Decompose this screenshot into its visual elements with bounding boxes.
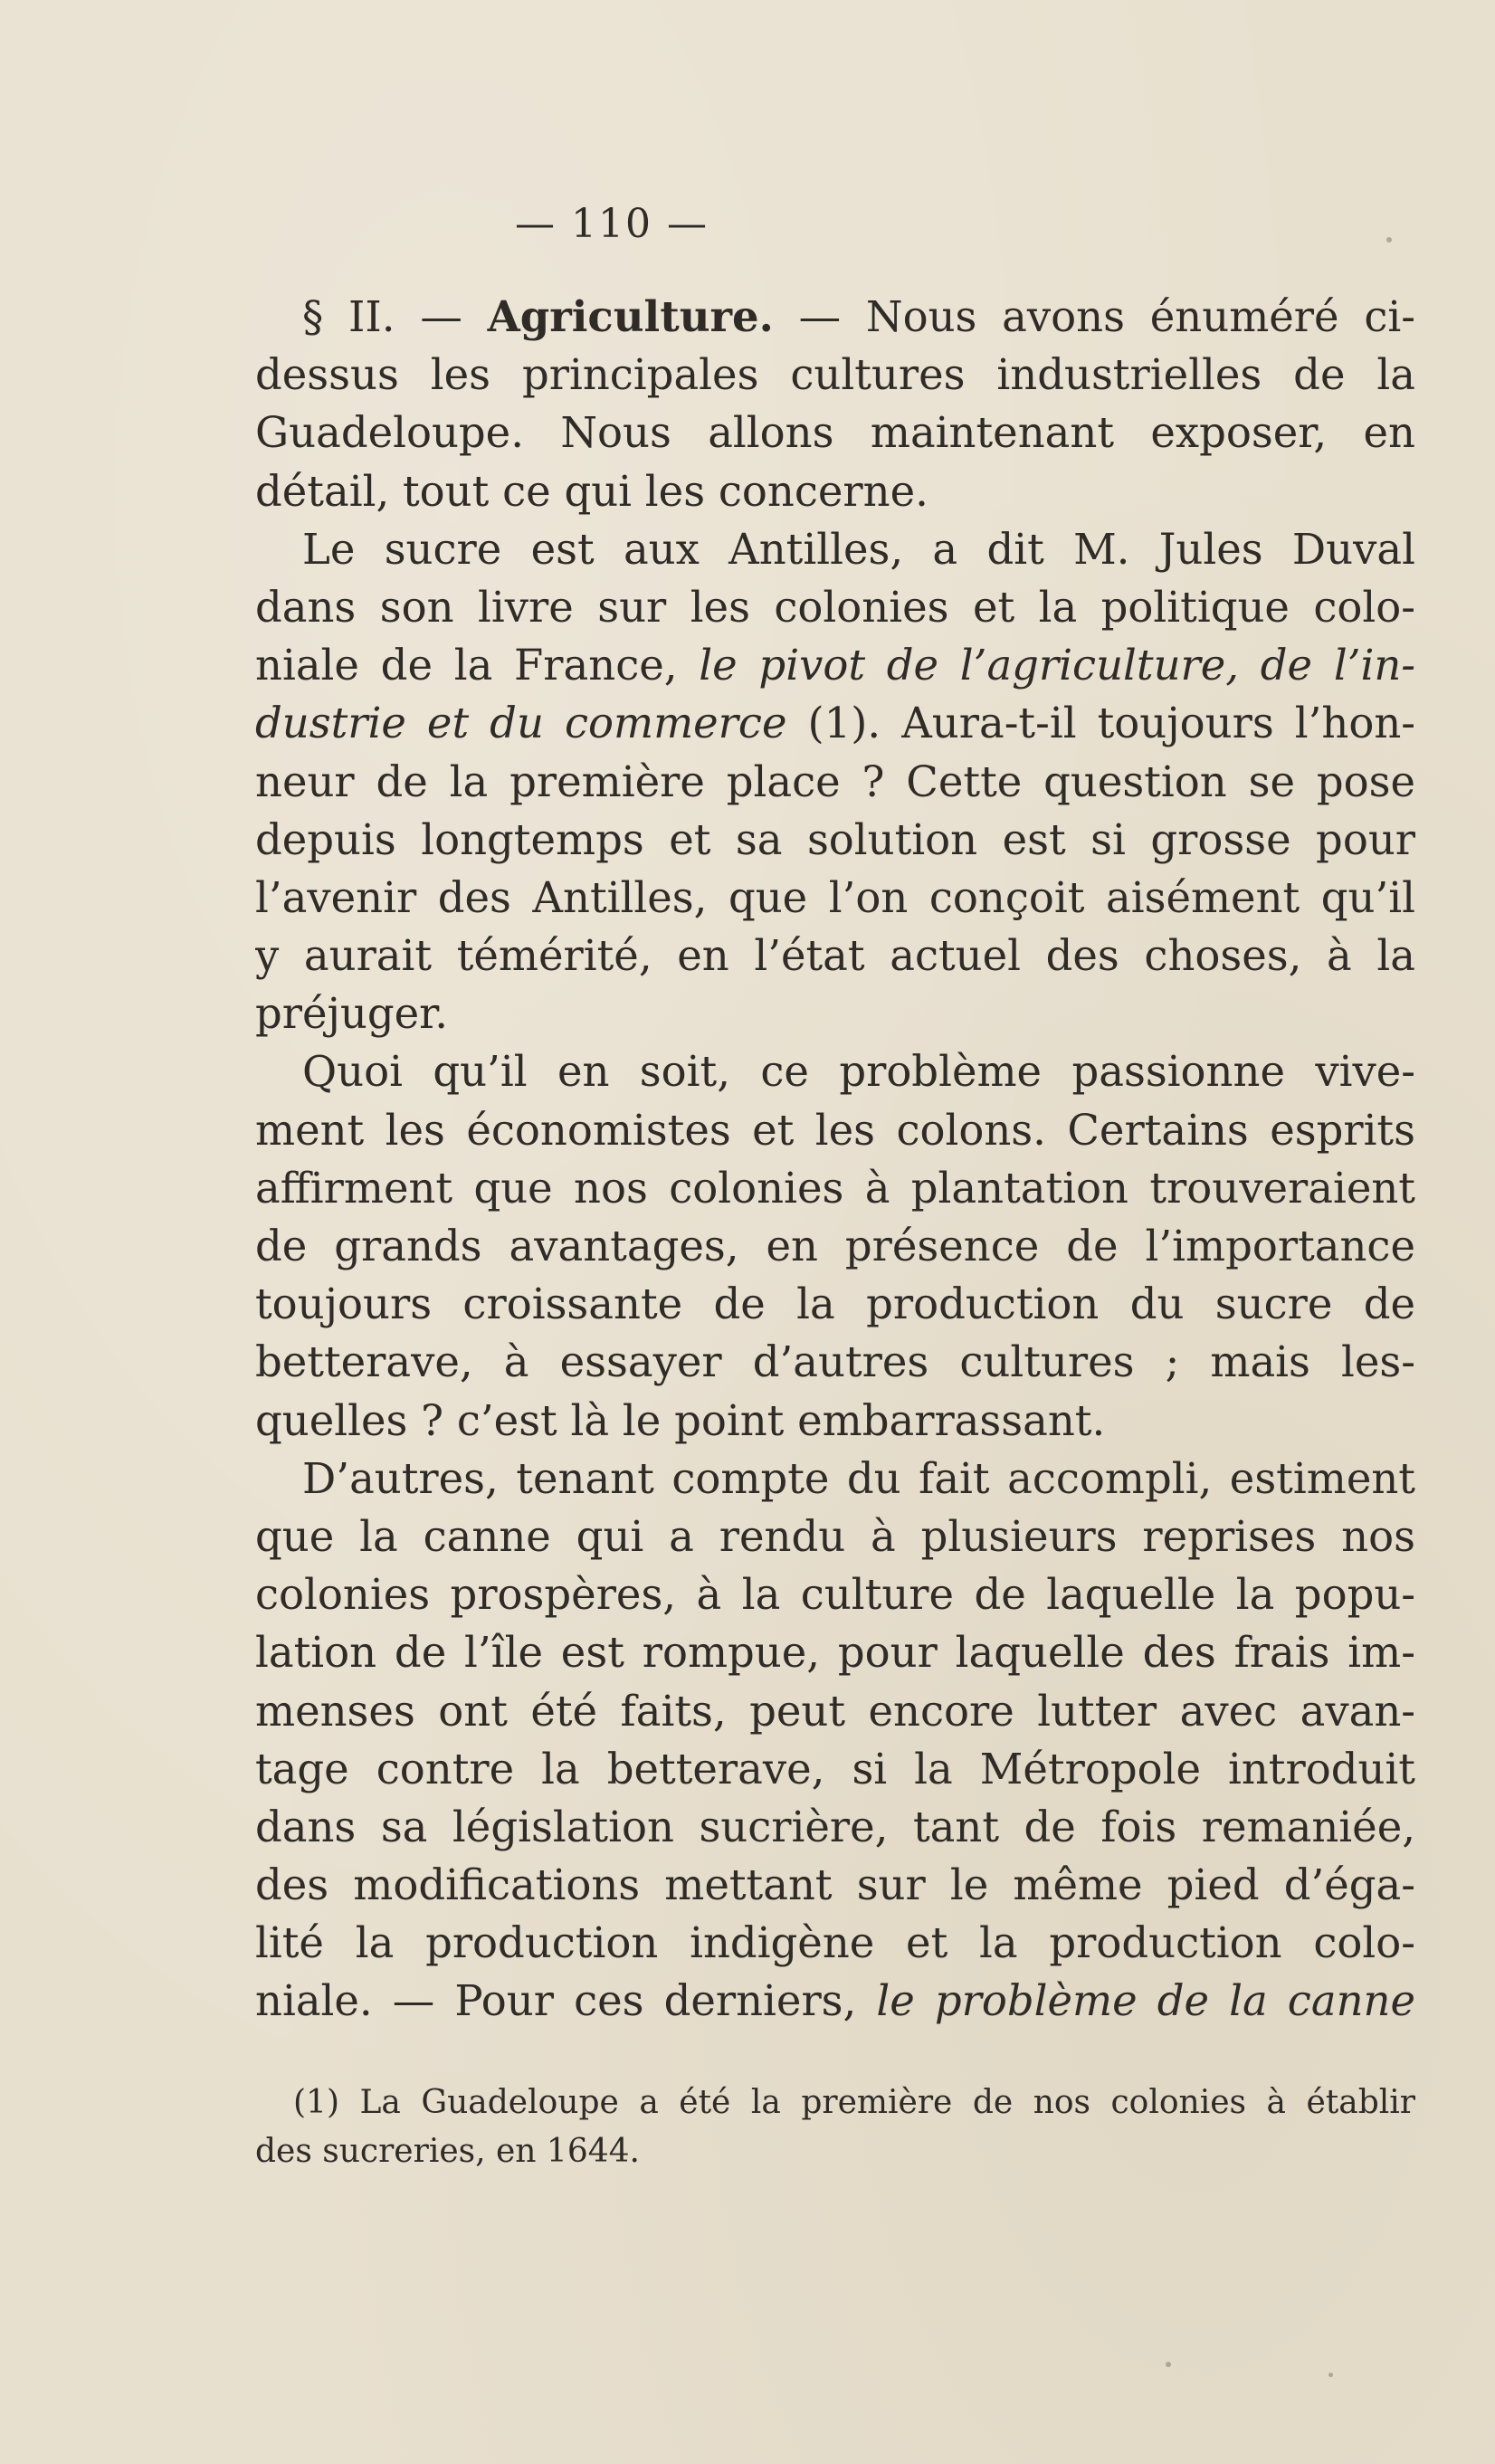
text-run: neur de la première place ? Cette question se pose <box>255 756 1415 806</box>
text-line <box>255 636 1415 694</box>
text-run: D’autres, tenant compte du fait accompli, estiment <box>302 1453 1415 1503</box>
text-line <box>255 1275 1415 1333</box>
paper-speck <box>1328 2373 1333 2377</box>
italic-text: le pivot de l’agriculture, de l’in- <box>699 641 1415 690</box>
text-run: ment les économistes et les colons. Certains esprits <box>255 1105 1415 1155</box>
body-text <box>255 288 1415 2031</box>
text-run: dessus les principales cultures industrielles de la <box>255 350 1415 400</box>
text-line <box>255 1682 1415 1740</box>
text-line <box>255 1508 1415 1565</box>
footnote <box>255 2079 1415 2176</box>
text-run: que la canne qui a rendu à plusieurs reprises nos <box>255 1511 1415 1561</box>
text-line <box>255 869 1415 927</box>
text-run: lation de l’île est rompue, pour laquelle des frais im- <box>255 1628 1415 1678</box>
text-line <box>255 288 1415 346</box>
text-run: dans son livre sur les colonies et la politique colo- <box>255 582 1415 632</box>
text-line <box>255 1042 1415 1100</box>
text-line <box>255 462 1415 520</box>
text-line <box>255 1217 1415 1275</box>
page-number: — 110 — <box>515 201 709 247</box>
text-run: menses ont été faits, peut encore lutter avec avan- <box>255 1686 1415 1736</box>
text-line <box>255 1159 1415 1217</box>
text-run: Le sucre est aux Antilles, a dit M. Jules Duval <box>302 524 1415 574</box>
text-run: y aurait témérité, en l’état actuel des choses, à la <box>255 931 1415 981</box>
text-run: dans sa législation sucrière, tant de fois remaniée, <box>255 1802 1415 1851</box>
text-run: colonies prospères, à la culture de laquelle la popu- <box>255 1570 1415 1620</box>
text-line <box>255 985 1415 1042</box>
text-line <box>255 1392 1415 1450</box>
italic-text: dustrie et du commerce <box>255 699 787 748</box>
text-line <box>255 1914 1415 1972</box>
text-line <box>255 1565 1415 1623</box>
text-line <box>255 753 1415 811</box>
text-line <box>255 404 1415 461</box>
text-run: détail, tout ce qui les concerne. <box>255 466 928 516</box>
text-line <box>255 1623 1415 1681</box>
text-run: — Nous avons énuméré ci- <box>773 292 1415 341</box>
text-line <box>255 811 1415 869</box>
text-run: Guadeloupe. Nous allons maintenant exposer, en <box>255 408 1415 458</box>
section-heading: Agriculture. <box>487 291 774 341</box>
text-run: tage contre la betterave, si la Métropole introduit <box>255 1744 1415 1793</box>
text-run: préjuger. <box>255 989 449 1039</box>
text-line <box>255 694 1415 752</box>
text-run: (1). Aura-t-il toujours l’hon- <box>786 699 1415 748</box>
text-line <box>255 1450 1415 1508</box>
text-run: niale. — Pour ces derniers, <box>255 1976 877 2026</box>
text-run: Quoi qu’il en soit, ce problème passionne vive- <box>302 1047 1415 1097</box>
text-run: affirment que nos colonies à plantation trouveraient <box>255 1163 1415 1213</box>
text-run: depuis longtemps et sa solution est si grosse pour <box>255 814 1415 864</box>
text-line <box>255 520 1415 578</box>
italic-text: le problème de la canne <box>876 1976 1415 2026</box>
footnote-line: des sucreries, en 1644. <box>255 2133 640 2170</box>
text-run: l’avenir des Antilles, que l’on conçoit aisément qu’il <box>255 872 1415 922</box>
text-line <box>255 1333 1415 1391</box>
text-run: lité la production indigène et la production colo- <box>255 1918 1415 1968</box>
text-run: betterave, à essayer d’autres cultures ; mais les- <box>255 1337 1415 1387</box>
paper-speck <box>1386 237 1392 243</box>
paper-speck <box>1166 2362 1171 2367</box>
text-line <box>255 346 1415 404</box>
text-run: § II. — <box>302 292 488 341</box>
text-run: de grands avantages, en présence de l’importance <box>255 1222 1415 1270</box>
text-run: des modifications mettant sur le même pied d’éga- <box>255 1860 1415 1910</box>
text-run: toujours croissante de la production du sucre de <box>255 1280 1415 1329</box>
text-line <box>255 578 1415 636</box>
text-run: niale de la France, <box>255 641 700 690</box>
text-line <box>255 1798 1415 1856</box>
text-line <box>255 1101 1415 1159</box>
text-line <box>255 1740 1415 1798</box>
text-line <box>255 1972 1415 2030</box>
text-run: quelles ? c’est là le point embarrassant. <box>255 1395 1106 1445</box>
text-line <box>255 927 1415 985</box>
footnote-line: (1) La Guadeloupe a été la première de nos colonies à établir <box>293 2084 1415 2121</box>
text-line <box>255 1856 1415 1914</box>
